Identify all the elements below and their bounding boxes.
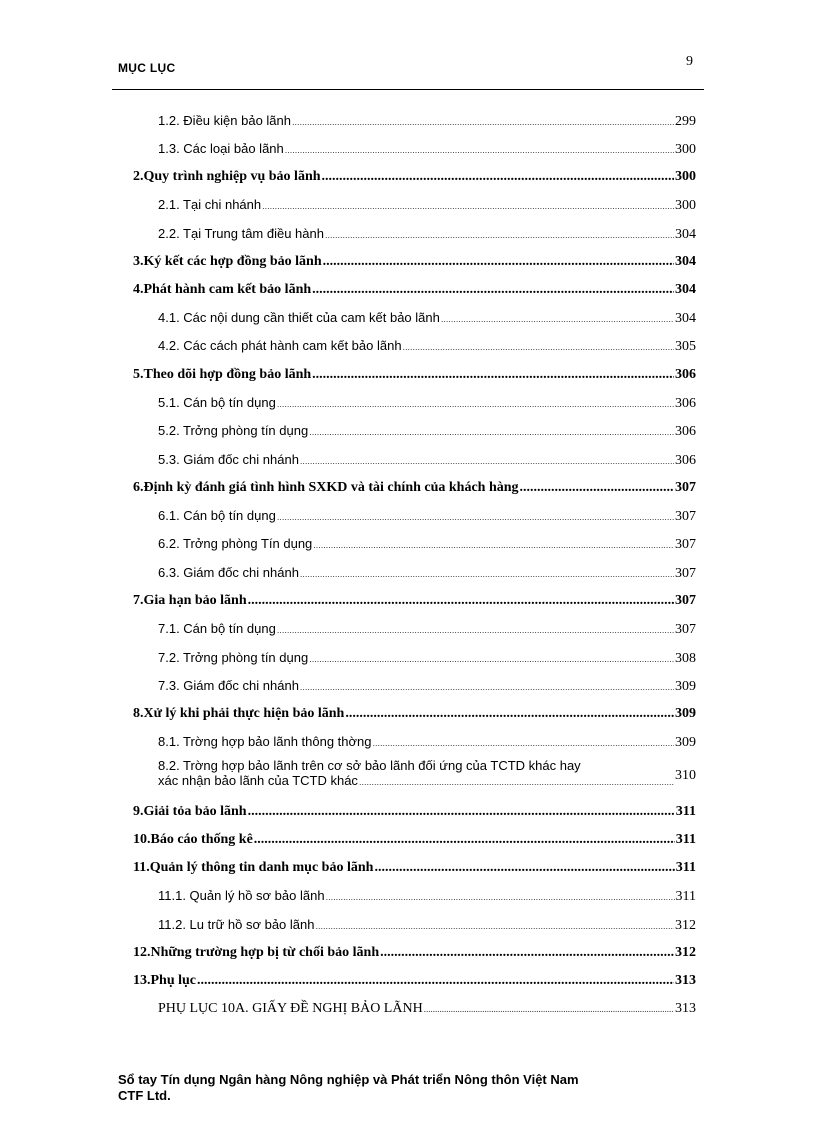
- toc-entry-title: 6.2. Trởng phòng Tín dụng: [158, 536, 313, 551]
- toc-entry-title: 11.2. Lu trữ hồ sơ bảo lãnh: [158, 917, 315, 932]
- toc-entry-title: Phát hành cam kết bảo lãnh: [143, 282, 312, 297]
- toc-leader-dots: [197, 973, 674, 989]
- toc-section-10[interactable]: [133, 832, 696, 848]
- toc-entry-title: Ký kết các hợp đồng bảo lãnh: [143, 254, 322, 269]
- toc-entry-page: 304: [675, 227, 696, 242]
- toc-section-13[interactable]: [133, 973, 696, 989]
- toc-entry-6-2[interactable]: [158, 536, 696, 553]
- toc-entry-title: 2.2. Tại Trung tâm điều hành: [158, 226, 324, 241]
- toc-entry-11-2[interactable]: [158, 917, 696, 934]
- toc-entry-page: 304: [675, 282, 696, 297]
- toc-entry-page: 307: [675, 593, 696, 608]
- toc-entry-title-line1: 8.2. Trờng hợp bảo lãnh trên cơ sở bảo lãnh đối ứng của TCTD khác hay: [158, 758, 581, 773]
- toc-leader-dots: [300, 569, 674, 579]
- toc-entry-title: 5.2. Trởng phòng tín dụng: [158, 423, 309, 438]
- toc-entry-title: 11.1. Quản lý hồ sơ bảo lãnh: [158, 888, 325, 903]
- toc-section-6[interactable]: [133, 480, 696, 496]
- page-footer: [118, 1072, 579, 1104]
- toc-entry-11-1[interactable]: [158, 888, 696, 905]
- toc-section-number: 6.: [133, 480, 144, 495]
- toc-leader-dots: [441, 314, 674, 324]
- toc-section-number: 2.: [133, 169, 144, 184]
- toc-entry-title: Theo dõi hợp đồng bảo lãnh: [143, 367, 312, 382]
- toc-entry-title: Những trường hợp bị từ chối bảo lãnh: [150, 945, 380, 960]
- toc-entry-page: 308: [675, 651, 696, 666]
- toc-entry-title: 6.1. Cán bộ tín dụng: [158, 508, 276, 523]
- toc-entry-7-3[interactable]: [158, 678, 696, 695]
- toc-leader-dots: [326, 892, 675, 902]
- toc-entry-5-1[interactable]: [158, 395, 696, 412]
- toc-leader-dots: [312, 367, 674, 383]
- toc-entry-title: 1.3. Các loại bảo lãnh: [158, 141, 284, 156]
- toc-entry-title: Định kỳ đánh giá tình hình SXKD và tài chính của khách hàng: [143, 480, 519, 495]
- toc-section-number: 8.: [133, 706, 144, 721]
- toc-entry-page: 311: [675, 804, 696, 819]
- toc-leader-dots: [292, 117, 674, 127]
- page-number: 9: [686, 54, 693, 69]
- toc-entry-page: 307: [675, 480, 696, 495]
- toc-leader-dots: [322, 169, 674, 185]
- toc-entry-title: 5.1. Cán bộ tín dụng: [158, 395, 276, 410]
- toc-entry-title: 6.3. Giám đốc chi nhánh: [158, 565, 299, 580]
- toc-entry-title: 7.2. Trởng phòng tín dụng: [158, 650, 309, 665]
- toc-leader-dots: [309, 654, 674, 664]
- toc-entry-page: 307: [675, 537, 696, 552]
- toc-entry-page: 312: [675, 918, 696, 933]
- toc-entry-page: 306: [675, 367, 696, 382]
- toc-leader-dots: [325, 230, 674, 240]
- toc-entry-title: Quy trình nghiệp vụ bảo lãnh: [143, 169, 321, 184]
- toc-entry-page: 312: [675, 945, 696, 960]
- toc-entry-page: 306: [675, 424, 696, 439]
- toc-leader-dots: [373, 738, 674, 748]
- toc-section-12[interactable]: [133, 945, 696, 961]
- toc-entry-title: Giải tỏa bảo lãnh: [143, 804, 247, 819]
- toc-section-number: 13.: [133, 973, 151, 988]
- toc-entry-title: 5.3. Giám đốc chi nhánh: [158, 452, 299, 467]
- footer-book-title: Sổ tay Tín dụng Ngân hàng Nông nghiệp và Phát triển Nông thôn Việt Nam: [118, 1072, 579, 1087]
- toc-leader-dots: [300, 682, 674, 692]
- toc-entry-page: 304: [675, 311, 696, 326]
- toc-entry-page: 300: [675, 198, 696, 213]
- toc-leader-dots: [403, 342, 674, 352]
- toc-entry-title: 4.2. Các cách phát hành cam kết bảo lãnh: [158, 338, 402, 353]
- toc-appendix-10a[interactable]: [158, 1001, 696, 1017]
- toc-section-9[interactable]: [133, 804, 696, 820]
- toc-entry-page: 310: [675, 768, 696, 783]
- toc-section-4[interactable]: [133, 282, 696, 298]
- toc-entry-8-1[interactable]: [158, 734, 696, 751]
- toc-leader-dots: [248, 804, 675, 820]
- toc-entry-title: 4.1. Các nội dung cần thiết của cam kết bảo lãnh: [158, 310, 440, 325]
- toc-leader-dots: [323, 254, 674, 270]
- toc-section-number: 5.: [133, 367, 144, 382]
- toc-entry-page: 307: [675, 509, 696, 524]
- toc-entry-title-line2: xác nhận bảo lãnh của TCTD khác: [158, 773, 358, 788]
- toc-leader-dots: [380, 945, 674, 961]
- toc-leader-dots: [359, 777, 674, 787]
- toc-entry-page: 313: [675, 1001, 696, 1016]
- toc-entry-page: 300: [675, 142, 696, 157]
- toc-entry-6-3[interactable]: [158, 565, 696, 582]
- toc-entry-page: 311: [675, 832, 696, 847]
- toc-entry-page: 300: [675, 169, 696, 184]
- toc-entry-title: 1.2. Điều kiện bảo lãnh: [158, 113, 291, 128]
- toc-leader-dots: [520, 480, 674, 496]
- toc-section-2[interactable]: [133, 169, 696, 185]
- header-divider: [112, 89, 704, 90]
- toc-leader-dots: [285, 145, 674, 155]
- toc-entry-8-2[interactable]: [158, 758, 696, 790]
- toc-entry-page: 309: [675, 735, 696, 750]
- toc-section-11[interactable]: [133, 860, 696, 876]
- toc-entry-5-3[interactable]: [158, 452, 696, 469]
- toc-entry-page: 307: [675, 622, 696, 637]
- toc-section-8[interactable]: [133, 706, 696, 722]
- toc-entry-page: 305: [675, 339, 696, 354]
- toc-section-number: 3.: [133, 254, 144, 269]
- toc-leader-dots: [313, 540, 674, 550]
- toc-entry-title: PHỤ LỤC 10A. GIẤY ĐỀ NGHỊ BẢO LÃNH: [158, 1001, 423, 1016]
- toc-entry-5-2[interactable]: [158, 423, 696, 440]
- toc-entry-page: 304: [675, 254, 696, 269]
- toc-entry-title: Gia hạn bảo lãnh: [143, 593, 247, 608]
- toc-section-number: 9.: [133, 804, 144, 819]
- toc-entry-title: 7.3. Giám đốc chi nhánh: [158, 678, 299, 693]
- toc-leader-dots: [300, 456, 674, 466]
- toc-leader-dots: [345, 706, 674, 722]
- toc-entry-page: 309: [675, 679, 696, 694]
- toc-leader-dots: [277, 625, 674, 635]
- toc-entry-page: 309: [675, 706, 696, 721]
- toc-entry-7-1[interactable]: [158, 621, 696, 638]
- toc-leader-dots: [277, 399, 674, 409]
- toc-section-number: 7.: [133, 593, 144, 608]
- toc-leader-dots: [315, 921, 674, 931]
- toc-entry-page: 299: [675, 114, 696, 129]
- toc-section-number: 4.: [133, 282, 144, 297]
- toc-entry-page: 311: [675, 860, 696, 875]
- toc-section-5[interactable]: [133, 367, 696, 383]
- toc-leader-dots: [312, 282, 674, 298]
- toc-section-number: 10.: [133, 832, 151, 847]
- toc-leader-dots: [254, 832, 675, 848]
- toc-entry-1-3[interactable]: [158, 141, 696, 158]
- toc-entry-title: 8.1. Trờng hợp bảo lãnh thông thờng: [158, 734, 372, 749]
- toc-entry-2-2[interactable]: [158, 226, 696, 243]
- toc-entry-1-2[interactable]: [158, 113, 696, 130]
- toc-entry-title: Phụ lục: [150, 973, 197, 988]
- toc-entry-4-1[interactable]: [158, 310, 696, 327]
- toc-leader-dots: [262, 201, 674, 211]
- toc-section-number: 11.: [133, 860, 150, 875]
- toc-entry-title: Xử lý khi phải thực hiện bảo lãnh: [143, 706, 345, 721]
- toc-leader-dots: [374, 860, 674, 876]
- toc-entry-title: 2.1. Tại chi nhánh: [158, 197, 262, 212]
- toc-entry-page: 306: [675, 396, 696, 411]
- toc-entry-page: 311: [675, 889, 696, 904]
- toc-entry-title: 7.1. Cán bộ tín dụng: [158, 621, 276, 636]
- toc-entry-page: 307: [675, 566, 696, 581]
- toc-entry-2-1[interactable]: [158, 197, 696, 214]
- toc-leader-dots: [309, 427, 674, 437]
- toc-entry-title: Báo cáo thống kê: [150, 832, 253, 847]
- page-title: MỤC LỤC: [118, 61, 176, 75]
- footer-company: CTF Ltd.: [118, 1088, 171, 1103]
- toc-section-number: 12.: [133, 945, 151, 960]
- toc-leader-dots: [277, 512, 674, 522]
- toc-entry-page: 313: [675, 973, 696, 988]
- toc-entry-6-1[interactable]: [158, 508, 696, 525]
- toc-entry-7-2[interactable]: [158, 650, 696, 667]
- toc-entry-4-2[interactable]: [158, 338, 696, 355]
- toc-section-3[interactable]: [133, 254, 696, 270]
- toc-section-7[interactable]: [133, 593, 696, 609]
- toc-entry-title: Quản lý thông tin danh mục bảo lãnh: [149, 860, 374, 875]
- toc-leader-dots: [424, 1004, 674, 1014]
- toc-entry-page: 306: [675, 453, 696, 468]
- toc-leader-dots: [248, 593, 674, 609]
